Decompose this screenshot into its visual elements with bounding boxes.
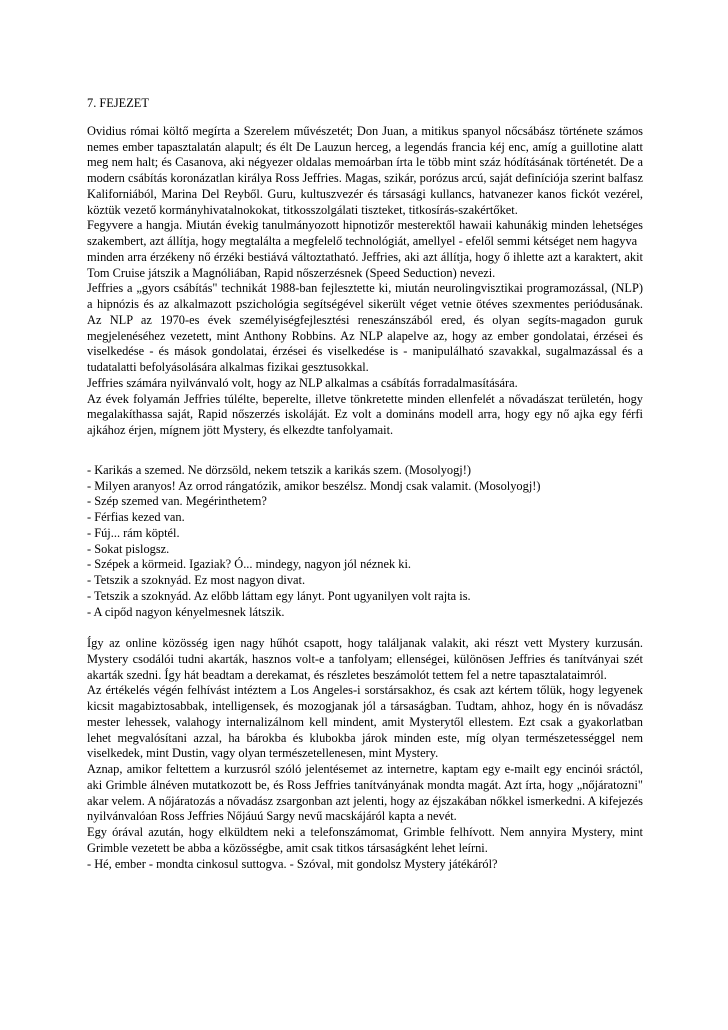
dialogue-line: - Fúj... rám köptél. — [87, 525, 180, 540]
intro-section — [87, 124, 643, 439]
dialogue-line: - Tetszik a szoknyád. Ez most nagyon divat. — [87, 573, 306, 587]
paragraph-dialogue-question: - Hé, ember - mondta cinkosul suttogva. - Szóval, mit gondolsz Mystery játékáról? — [87, 856, 498, 871]
paragraph-nlp-seduction: Jeffries számára nyilvánvaló volt, hogy az NLP alkalmas a csábítás forradalmasítására. — [87, 375, 518, 390]
paragraph-nlp: Jeffries a „gyors csábítás" technikát 1988-ban fejlesztette ki, miután neurolingvisztikai programozással, (NLP) a hipnózis és az alkalmazott pszichológia segítségével sikerült véget vetnie ötéves szexmentes periódusának. Az NLP az 1970-es évek személyiségfejlesztési reneszánszából ered, és olyan segíts-magadon guruk megjelenéséhez vezetett, mint Anthony Robbins. Az NLP alapelve az, hogy az ember gondolatai, érzései és viselkedése - és mások gondolatai, érzései és viselkedése is - manipulálható szavakkal, sugalmazással és a tudatalatti befolyásolására alkalmas fizikai gesztusokkal. — [87, 281, 643, 374]
paragraph-evaluation: Az értékelés végén felhívást intéztem a Los Angeles-i sorstársakhoz, és csak azt kértem tőlük, hogy legyenek kicsit magabiztosabbak, intelligensek, és mozogjanak jól a társaságban. Tudtam, ahhoz, hogy én is nővadász mester lehessek, valahogy internalizálnom kell mindent, amit Mysterytől ellestem. Ezt csak a gyakorlatban lehet megvalósítani azzal, ha bárokba és klubokba járok minden este, míg olyan természetességgel nem viselkedek, mint Dustin, vagy olyan természetellenesen, mint Mystery. — [87, 683, 643, 761]
story-section — [87, 636, 643, 872]
dialogue-line: - Sokat pislogsz. — [87, 541, 170, 556]
dialogue-line: - Tetszik a szoknyád. Az előbb láttam egy lányt. Pont ugyanilyen volt rajta is. — [87, 588, 471, 603]
paragraph-tom-cruise: minden arra érzékeny nő érzéki bestiává változtatható. Jeffries, aki azt állítja, hogy ő ihlette azt a karaktert, akit Tom Cruise játszik a Magnóliában, Rapid nőszerzésnek (Speed Seduction) nevezi. — [87, 249, 643, 280]
paragraph-mystery-arrives: Az évek folyamán Jeffries túlélte, beperelte, illetve tönkretette minden ellenfelét a nővadászat területén, hogy megalakíthassa saját, Rapid nőszerzés iskoláját. Ez volt a domináns modell arra, hogy egy nő ajka egy férfi ajkához érjen, mígnem jött Mystery, és elkezdte tanfolyamait. — [87, 391, 643, 437]
dialogue-list — [87, 463, 643, 621]
paragraph-voice: Fegyvere a hangja. Miután évekig tanulmányozott hipnotizőr mesterektől hawaii kahunákig minden lehetséges szakembert, azt állítja, hogy megtalálta a megfelelő technológiát, amellyel - efelől semmi kétséget nem hagyva — [87, 218, 643, 248]
dialogue-line: - A cipőd nagyon kényelmesnek látszik. — [87, 604, 285, 619]
section-spacer — [87, 439, 643, 463]
dialogue-line: - Milyen aranyos! Az orrod rángatózik, amikor beszélsz. Mondj csak valamit. (Mosolyogj!) — [87, 478, 541, 493]
paragraph-online-community: Így az online közösség igen nagy hűhót csapott, hogy találjanak valakit, aki részt vett Mystery kurzusán. Mystery csodálói tudni akarták, hasznos volt-e a tanfolyam; ellenségei, különösen Jeffries és tanítványai szét akarták szedni. Így hát beadtam a derekamat, és részletes beszámolót tettem fel a netre tapasztalataimról. — [87, 636, 643, 682]
dialogue-line: - Férfias kezed van. — [87, 510, 185, 524]
dialogue-line: - Szép szemed van. Megérinthetem? — [87, 494, 267, 509]
chapter-title: 7. FEJEZET — [87, 96, 149, 110]
dialogue-line: - Szépek a körmeid. Igaziak? Ó... mindegy, nagyon jól néznek ki. — [87, 557, 412, 572]
page-content — [87, 96, 643, 872]
paragraph-history: Ovidius római költő megírta a Szerelem művészetét; Don Juan, a mitikus spanyol nőcsábász története számos nemes ember tapasztalatán alapult; és élt De Lauzun herceg, a legendás francia kéj enc, amíg a guillotine alatt meg nem halt; és Casanova, aki négyezer oldalas memoárban írta le több mint száz hódításának történetét. De a modern csábítás koronázatlan királya Ross Jeffries. Magas, szikár, porózus arcú, saját definíciója szerint balfasz Kaliforniából, Marina Del Reyből. Guru, kultuszvezér és társasági kullancs, hatvanezer kanos fickót vezérel, köztük vezető kormányhivatalnokokat, titkosszolgálati tiszteket, titkosírás-szakértőket. — [87, 123, 643, 217]
paragraph-grimble-call: Egy órával azután, hogy elküldtem neki a telefonszámomat, Grimble felhívott. Nem annyira Mystery, mint Grimble vezetett be abba a közösségbe, amit csak titkos társaságként lehet leírni. — [87, 825, 643, 855]
paragraph-grimble-email: Aznap, amikor feltettem a kurzusról szóló jelentésemet az internetre, kaptam egy e-mailt egy encinói sráctól, aki Grimble álnéven mutatkozott be, és Ross Jeffries tanítványának mondta magát. Azt írta, hogy „nőjáratozni" akar velem. A nőjáratozás a nővadász zsargonban azt jelenti, hogy az éjszakában nőkkel ismerkedni. A kifejezés nyilvánvalóan Ross Jeffries Nőjáuú Sargy nevű macskájáról kapta a nevét. — [87, 762, 643, 824]
dialogue-line: - Karikás a szemed. Ne dörzsöld, nekem tetszik a karikás szem. (Mosolyogj!) — [87, 462, 471, 477]
section-spacer — [87, 620, 643, 636]
